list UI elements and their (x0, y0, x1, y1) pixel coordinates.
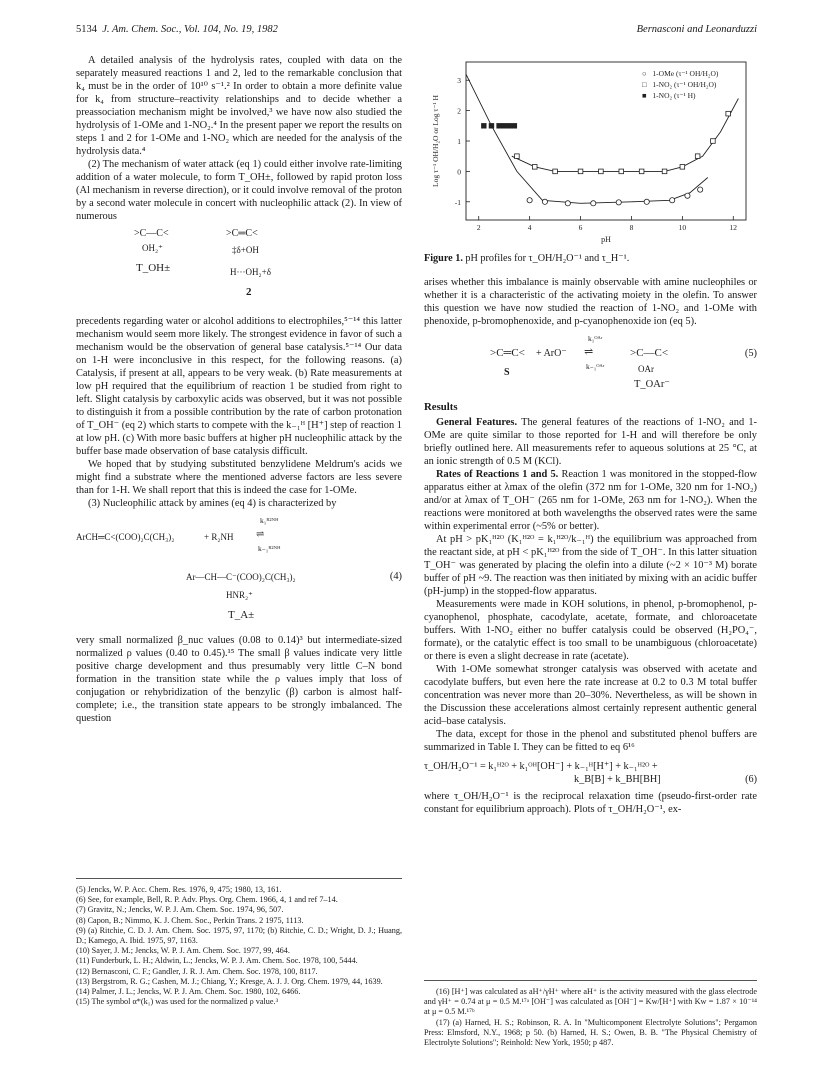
footnote: (7) Gravitz, N.; Jencks, W. P. J. Am. Chem. Soc. 1974, 96, 507. (76, 905, 284, 915)
eq5-plus-aro: + ArO⁻ (536, 348, 567, 359)
paragraph-text: Reaction 1 was monitored in the stopped-flow apparatus either at λmax of the olefin (372 nm for 1-OMe, 320 nm for 1-NO₂) and/or at λmax of T_OH⁻ (265 nm for 1-OMe, 263 nm for 1-NO₂). When the reactions were monitored at both wavelengths the observed rates were the same within experimental error (~5% or better). (424, 469, 757, 532)
legend-entry (642, 80, 717, 89)
paragraph: arises whether this imbalance is mainly observable with amine nucleophiles or whether it is a characteristic of the activating moiety in the olefin. To answer this question we have now studied the reaction of 1-NO₂ and 1-OMe with phenoxide, p-bromophenoxide, and p-cyanophenoxide ion (eq 5). (424, 277, 757, 327)
paragraph: very small normalized β_nuc values (0.08 to 0.14)³ but intermediate-sized normalized ρ values (0.40 to 0.45).¹⁵ The small β values indicate very little positive charge development and thus presumably very little C–N bond formation in the transition state while the ρ values imply that loss of conjugation or rehybridization of the benzylic (β) carbon is almost half-complete; i.e., the transition state appears to be strongly imbalanced. The question (76, 635, 402, 724)
eq5-number: (5) (744, 348, 757, 359)
data-point (639, 169, 644, 174)
data-point (680, 165, 685, 170)
x-tick-label: 12 (729, 223, 738, 232)
data-point (507, 124, 512, 129)
eq6-number: (6) (745, 774, 757, 785)
data-point (711, 139, 716, 144)
data-point (527, 198, 532, 203)
data-point (565, 201, 570, 206)
x-axis-label: pH (601, 235, 611, 244)
footnote: (16) [H⁺] was calculated as aH⁺/γH⁺ where aH⁺ is the activity measured with the glass electrode and γH⁺ = 0.74 at μ = 0.5 M.¹⁷ᵃ [OH⁻] was calculated as [OH⁻] = Kw/[H⁺] with Kw = 1.87 × 10⁻¹⁴ at μ = 0.5 M.¹⁷ᵇ (424, 987, 757, 1017)
legend-marker: □ (642, 80, 647, 89)
footnote: (10) Sayer, J. M.; Jencks, W. P. J. Am. Chem. Soc. 1977, 99, 464. (76, 946, 290, 956)
footnote: (5) Jencks, W. P. Acc. Chem. Res. 1976, 9, 475; 1980, 13, 161. (76, 885, 282, 894)
structure-ts-mid: ‡δ+OH (232, 245, 259, 255)
footnote: (15) The symbol α*(k₁) was used for the normalized ρ value.³ (76, 997, 279, 1007)
figure-caption-text: pH profiles for τ_OH/H₂O⁻¹ and τ_H⁻¹. (465, 253, 630, 264)
journal-citation: J. Am. Chem. Soc., Vol. 104, No. 19, 1982 (102, 24, 278, 35)
ph-profile-chart (424, 54, 757, 249)
structure-2 (76, 223, 402, 315)
y-tick-label: -1 (454, 197, 461, 207)
legend-marker: ○ (642, 69, 647, 78)
data-point (685, 193, 690, 198)
x-tick-label: 8 (629, 223, 634, 232)
legend (642, 69, 719, 100)
figure-1 (424, 54, 757, 249)
fit-curve (512, 99, 739, 172)
legend-text: 1-NO₂ (τ⁻¹ H) (652, 91, 696, 100)
footnote: (12) Bernasconi, C. F.; Gandler, J. R. J. Am. Chem. Soc. 1978, 100, 8117. (76, 966, 318, 976)
paragraph: (2) The mechanism of water attack (eq 1) could either involve rate-limiting addition of a water molecule, to form T_OH±, followed by rapid proton loss (Al mechanism in reverse direction), or it could involve removal of the proton by a second water molecule in concert with nucleophilic attack (2). In view of numerous (76, 159, 402, 222)
paragraph: A detailed analysis of the hydrolysis rates, coupled with data on the separately measured reactions 1 and 2, led to the remarkable conclusion that k₄ must be in the order of 10¹⁰ s⁻¹.² In order to obtain a more definite value for k₄ from structure–reactivity relationships and to decide whether a preassociation mechanism might be involved,³ we have now also studied the hydrolysis of 1-OMe and 1-NO₂.⁴ In the present paper we report the results on steps 1 and 2 for 1-OMe and 1-NO₂ which are needed for the analysis of the hydrolysis data.⁴ (76, 55, 402, 157)
eq4-product: Ar—CH—C⁻(COO)₂C(CH₃)₂ (186, 572, 296, 582)
paragraph: precedents regarding water or alcohol additions to electrophiles,⁵⁻¹⁴ this latter mechanism would seem more likely. The strongest evidence in favor of such a mechanism would be the observation of general base catalysis.⁵⁻¹⁴ Our data on 1-H were inconclusive in this respect, for the following reasons. (a) Catalysis, if present at all, appears to be very weak. (b) Rate measurements at low pH required that the equilibrium of reaction 1 be studied from right to left. Slight catalysis by carboxylic acids was observed, but it was not possible to distinguish it from a possible contribution by the rate of carbon protonation of T_OH⁻ (eq 2) which starts to compete with the k₋₁ᴴ [H⁺] step of reaction 1 at low pH. (c) With more basic buffers at higher pH nucleophilic attack by the buffer base made observation of base catalysis difficult. (76, 316, 402, 457)
eq4-label: T_A± (228, 609, 255, 621)
paragraph: The data, except for those in the phenol and substituted phenol buffers are summarized in Table I. They can be fitted to eq 6¹⁶ (424, 729, 757, 753)
data-point (553, 169, 558, 174)
paragraph: Measurements were made in KOH solutions, in phenol, p-bromophenol, p-cyanophenol, phosphate, cacodylate, acetate, formate, and chloroacetate buffers. With 1-NO₂ either no buffer catalysis could be observed (H₂PO₄⁻, formate), or the catalytic effect is too small to be unambiguous (chloroacetate) or there is even a slight decrease in rate (acetate). (424, 599, 757, 662)
eq4-plus-amine: + R₂NH (204, 532, 234, 542)
footnote: (17) (a) Harned, H. S.; Robinson, R. A. In "Multicomponent Electrolyte Solutions"; Pergamon Press: Elmsford, N.Y., 1968; p 50. (b) Harned, H. S.; Owen, B. B. "The Physical Chemistry of Electrolyte Solutions"; Reinhold: New York, 1950; p 487. (424, 1017, 757, 1048)
eq4-product-sub: HNR₂⁺ (226, 590, 253, 600)
data-point (670, 198, 675, 203)
figure-caption (424, 253, 757, 264)
paragraph (424, 468, 757, 533)
structure-tohpm-top: >C—C< (134, 228, 169, 239)
equation-5 (424, 328, 757, 398)
page-header (76, 24, 757, 40)
eq4-km1: k₋₁ᴿ²ᴺᴴ (258, 544, 281, 553)
eq4-arrows: ⇌ (256, 529, 265, 540)
eq4-k1: k₁ᴿ²ᴺᴴ (260, 516, 279, 525)
footnotes-right (424, 980, 757, 1048)
data-point (578, 169, 583, 174)
footnote: (13) Bergstrom, R. G.; Cashen, M. J.; Chiang, Y.; Kresge, A. J. J. Org. Chem. 1979, 44, 1639. (76, 976, 383, 986)
eq5-adduct: >C—C< (630, 347, 669, 359)
legend-text: 1-OMe (τ⁻¹ OH/H₂O) (652, 69, 719, 78)
section-title-results: Results (424, 401, 458, 413)
paragraph (424, 416, 757, 468)
footnotes-left (76, 878, 402, 1007)
data-point (662, 169, 667, 174)
data-point (698, 187, 703, 192)
eq5-adduct-sub: OAr (638, 364, 654, 374)
data-point (619, 169, 624, 174)
x-tick-label: 2 (476, 223, 481, 232)
figure-caption-label: Figure 1. (424, 253, 463, 264)
data-point (502, 124, 507, 129)
structure-tohpm-sub: OH₂⁺ (142, 243, 163, 253)
data-point (591, 201, 596, 206)
y-tick-label: 1 (457, 137, 461, 146)
footnote: (6) See, for example, Bell, R. P. Adv. Phys. Org. Chem. 1966, 4, 1 and ref 7–14. (76, 895, 338, 905)
eq5-km1: k₋₁ᴼᴬʳ (586, 362, 605, 371)
eq6-line2: k_B[B] + k_BH[BH] (574, 774, 661, 785)
data-point (532, 165, 537, 170)
paragraph: With 1-OMe somewhat stronger catalysis was observed with acetate and cacodylate buffers, but even here the rate increase at 0.2 to 0.3 M total buffer concentration was never more than 20–30%. Nevertheless, as will be shown in the Discussion these accelerations almost certainly represent authentic general acid–base catalysis. (424, 664, 757, 727)
x-tick-label: 4 (527, 223, 532, 232)
footnote: (14) Palmer, J. L.; Jencks, W. P. J. Am. Chem. Soc. 1980, 102, 6466. (76, 987, 301, 997)
legend-text: 1-NO₂ (τ⁻¹ OH/H₂O) (652, 80, 717, 89)
runin-heading: Rates of Reactions 1 and 5. (436, 469, 559, 480)
data-point (695, 154, 700, 159)
legend-entry (642, 69, 719, 78)
running-authors: Bernasconi and Leonarduzzi (636, 24, 757, 35)
footnote: (11) Funderburk, L. H.; Aldwin, L.; Jencks, W. P. J. Am. Chem. Soc. 1978, 100, 5444. (76, 956, 358, 966)
equation-4 (76, 510, 402, 634)
data-point (482, 124, 487, 129)
y-axis-label: Log τ⁻¹ OH/H₂O or Log τ⁻¹ H (431, 95, 440, 187)
paragraph: At pH > pK₁ᴴ²ᴼ (K₁ᴴ²ᴼ = k₁ᴴ²ᴼ/k₋₁ᴴ) the equilibrium was approached from the reactant side, at pH < pK₁ᴴ²ᴼ from the side of T_OH⁻. In this latter situation T_OH⁻ was generated by placing the olefin into a dilute (~2 × 10⁻³ M) borate buffer of pH ~9. The reaction was then initiated by mixing with an acidic buffer (pH-jump) in the stopped-flow apparatus. (424, 534, 757, 597)
structure-ts-top: >C═C< (226, 228, 258, 239)
structure-tohpm-label: T_OH± (136, 262, 171, 274)
paragraph-text: The general features of the reactions of 1-NO₂ and 1-OMe are quite similar to those reported for 1-H and will therefore be only briefly outlined here. All measurements refer to aqueous solutions at 25 °C, at an ionic strength of 0.5 M (KCl). (424, 417, 757, 467)
eq5-k1: k₁ᴼᴬʳ (588, 334, 603, 343)
eq4-reactant: ArCH═C<(COO)₂C(CH₃)₂ (76, 532, 175, 542)
data-point (497, 124, 502, 129)
eq5-label-t: T_OAr⁻ (634, 379, 670, 390)
runin-heading: General Features. (436, 417, 518, 428)
structure-2-label: 2 (246, 286, 252, 298)
paragraph: (3) Nucleophilic attack by amines (eq 4) is characterized by (88, 498, 337, 509)
eq4-number: (4) (389, 571, 402, 582)
footnote: (9) (a) Ritchie, C. D. J. Am. Chem. Soc. 1975, 97, 1170; (b) Ritchie, C. D.; Wright, D. J.; Huang, D.; Kamego, A. Ibid. 1975, 97, 1163. (76, 925, 402, 946)
paragraph: We hoped that by studying substituted benzylidene Meldrum's acids we might find a substrate where the mentioned adverse factors are less severe than for 1-H. We shall report that this is indeed the case for 1-OMe. (76, 459, 402, 496)
data-point (616, 200, 621, 205)
paragraph: where τ_OH/H₂O⁻¹ is the reciprocal relaxation time (pseudo-first-order rate constant for equilibrium approach). Plots of τ_OH/H₂O⁻¹, ex- (424, 791, 757, 815)
data-point (542, 199, 547, 204)
y-tick-label: 2 (457, 106, 461, 116)
page-number: 5134 (76, 24, 97, 35)
structure-ts-low: H···OH₂+δ (230, 267, 271, 277)
eq5-arrows: ⇌ (584, 346, 594, 358)
data-point (644, 199, 649, 204)
equation-6 (424, 760, 757, 786)
eq5-olefin: >C═C< (490, 347, 525, 359)
eq6-line1: τ_OH/H₂O⁻¹ = k₁ᴴ²ᴼ + k₁ᴼᴴ[OH⁻] + k₋₁ᴴ[H⁺] + k₋₁ᴴ²ᴼ + (424, 761, 658, 772)
data-point (726, 111, 731, 116)
right-column (424, 276, 757, 816)
data-point (489, 124, 494, 129)
data-point (599, 169, 604, 174)
y-tick-label: 0 (457, 167, 461, 177)
data-point (515, 154, 520, 159)
x-tick-label: 10 (678, 223, 687, 232)
legend-marker: ■ (642, 91, 647, 100)
y-tick-label: 3 (457, 76, 461, 86)
footnote: (8) Capon, B.; Nimmo, K. J. Chem. Soc., Perkin Trans. 2 1975, 1113. (76, 915, 304, 925)
legend-entry (642, 91, 696, 100)
data-point (512, 124, 517, 129)
x-tick-label: 6 (578, 223, 583, 232)
left-column (76, 54, 402, 725)
eq5-label-s: S (504, 367, 510, 378)
